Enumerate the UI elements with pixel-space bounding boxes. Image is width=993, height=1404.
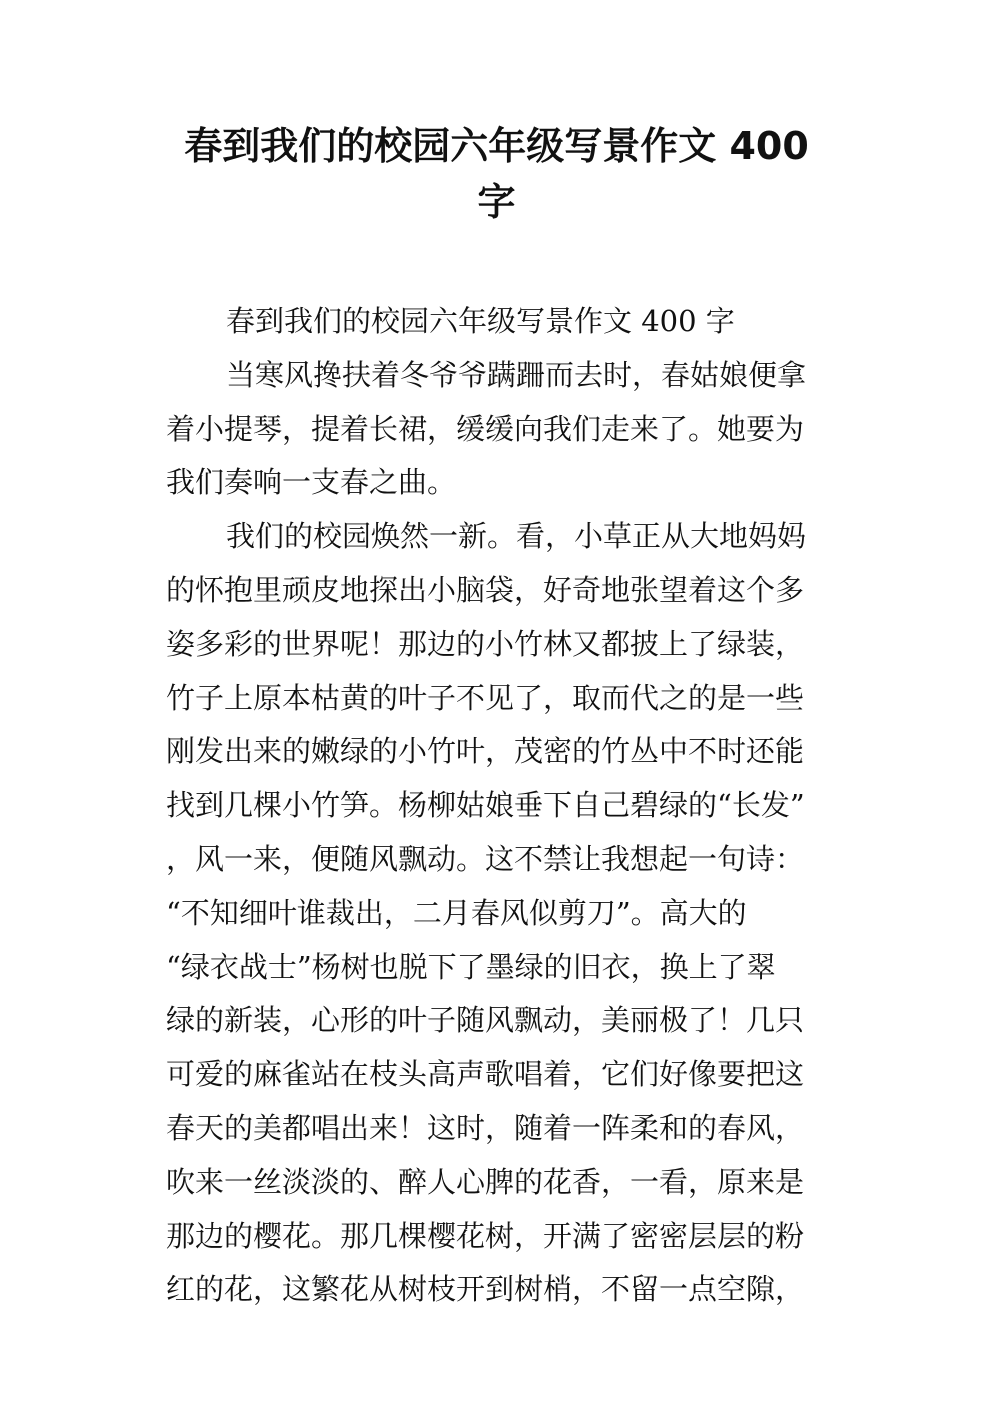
body-text-line: ，风一来，便随风飘动。这不禁让我想起一句诗： [166, 841, 805, 876]
body-text-line: 着小提琴，提着长裙，缓缓向我们走来了。她要为 [166, 411, 805, 446]
body-text-line: 绿的新装，心形的叶子随风飘动，美丽极了！几只 [166, 1003, 805, 1038]
body-text-line: 的怀抱里顽皮地探出小脑袋，好奇地张望着这个多 [166, 572, 805, 607]
body-text-line: “不知细叶谁裁出，二月春风似剪刀”。高大的 [166, 895, 747, 930]
body-text-line: 吹来一丝淡淡的、醉人心脾的花香，一看，原来是 [166, 1164, 805, 1199]
body-text-line: 姿多彩的世界呢！那边的小竹林又都披上了绿装， [166, 626, 805, 661]
body-text-line: 当寒风搀扶着冬爷爷蹒跚而去时，春姑娘便拿 [226, 357, 807, 392]
body-text-line: “绿衣战士”杨树也脱下了墨绿的旧衣，换上了翠 [166, 949, 776, 984]
body-text-line: 我们的校园焕然一新。看，小草正从大地妈妈 [226, 519, 807, 554]
body-text-line: 春到我们的校园六年级写景作文 400 字 [226, 304, 735, 338]
body-text-line: 可爱的麻雀站在枝头高声歌唱着，它们好像要把这 [166, 1057, 805, 1092]
title-line: 春到我们的校园六年级写景作文 400 [184, 124, 809, 168]
body-text-line: 那边的樱花。那几棵樱花树，开满了密密层层的粉 [166, 1218, 805, 1253]
body-text-line: 春天的美都唱出来！这时，随着一阵柔和的春风， [166, 1110, 805, 1145]
body-text-line: 刚发出来的嫩绿的小竹叶，茂密的竹丛中不时还能 [166, 734, 805, 769]
body-text-line: 竹子上原本枯黄的叶子不见了，取而代之的是一些 [166, 680, 805, 715]
document-title [150, 118, 843, 230]
title-line: 字 [477, 180, 516, 224]
body-text-line: 我们奏响一支春之曲。 [166, 465, 457, 500]
body-text-line: 红的花，这繁花从树枝开到树梢，不留一点空隙， [166, 1272, 805, 1307]
body-text-line: 找到几棵小竹笋。杨柳姑娘垂下自己碧绿的“长发” [166, 788, 805, 823]
document-body [166, 295, 846, 1317]
